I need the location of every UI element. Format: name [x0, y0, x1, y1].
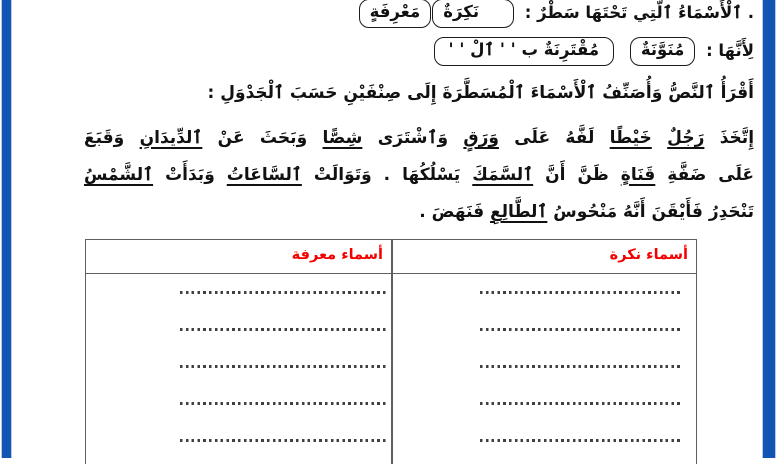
- dotted-answer-line[interactable]: [480, 439, 682, 442]
- underlined-noun: رَجُلٌ: [667, 128, 705, 148]
- passage-line-3: تَنْحَدِرُ فَأَيْقَنَ أَنَّهُ مَنْحُوسُ ٱلطَّالِعِ فَنَهَضَ .: [419, 202, 754, 222]
- dotted-answer-line[interactable]: [180, 402, 386, 405]
- box-nakira: نَكِرَةٌ: [432, 0, 514, 28]
- answer-line-2: [84, 34, 754, 68]
- worksheet-content: [84, 0, 754, 464]
- box-maarifa: مَعْرِفَةٍ: [359, 0, 432, 28]
- underlined-noun: خَيْطًا: [609, 128, 652, 148]
- dotted-answer-line[interactable]: [480, 328, 682, 331]
- page-border-left: [2, 0, 11, 458]
- dotted-answer-line[interactable]: [180, 328, 386, 331]
- table-body-row: [86, 274, 696, 464]
- maarifa-answers-cell: [86, 274, 391, 464]
- page-border-right: [763, 0, 775, 458]
- underlined-noun: قَنَاةٍ: [620, 165, 656, 185]
- reading-passage: [84, 120, 754, 231]
- underlined-noun: شِصًّا: [322, 128, 363, 148]
- dotted-answer-line[interactable]: [480, 291, 682, 294]
- answer-line-2-text: لِأَنَّهَا :: [706, 41, 754, 60]
- dotted-answer-line[interactable]: [480, 365, 682, 368]
- underlined-noun: ٱلطَّالِعِ: [490, 202, 548, 222]
- table-header-row: [86, 240, 696, 274]
- exercise-instruction: أَقْرَأُ ٱلنَّصُّ وَأُصَنِّفُ ٱلْأَسْمَاءَ ٱلْمُسَطَّرَةَ إِلَى صِنْفَيْنِ حَسَبَ ٱلْجَدْوَلِ :: [207, 83, 754, 103]
- passage-line-1: إِتَّخَذَ رَجُلٌ خَيْطًا لَفَّهُ عَلَى وَرَقٍ وَٱشْتَرَى شِصًّا وَبَحَثَ عَنْ ٱلدِّيدَانِ وَقَبَعَ: [84, 128, 755, 148]
- underlined-noun: ٱلسَّمَكَ: [472, 165, 534, 185]
- underlined-noun: ٱلسَّاعَاتُ: [226, 165, 302, 185]
- box-muqtarina: مُقْتَرِنَةٌ ب ' ' ٱلْ ' ': [434, 37, 615, 66]
- dotted-answer-line[interactable]: [180, 365, 386, 368]
- answer-line-1: [84, 0, 754, 30]
- classification-table: [85, 239, 697, 464]
- underlined-noun: ٱلدِّيدَانِ: [139, 128, 203, 148]
- underlined-noun: ٱلشَّمْسُ: [84, 165, 154, 185]
- answer-line-1-text: . ٱلْأَسْمَاءُ ٱلَّتِي تَحْتَهَا سَطْرٌ :: [524, 3, 754, 22]
- underlined-noun: وَرَقٍ: [463, 128, 499, 148]
- dotted-answer-line[interactable]: [180, 439, 386, 442]
- box-munawwana: مُنَوَّنَةٌ: [630, 37, 696, 66]
- dotted-answer-line[interactable]: [180, 291, 386, 294]
- table-header-maarifa: أسماء معرفة: [291, 247, 383, 263]
- nakira-answers-cell: [391, 274, 696, 464]
- passage-line-2: عَلَى ضَفَّةِ قَنَاةٍ ظَنَّ أَنَّ ٱلسَّمَكَ يَسْلُكُهَا . وَتَوَالَتْ ٱلسَّاعَاتُ وَبَدَأَتْ ٱلشَّمْسُ: [84, 165, 755, 185]
- dotted-answer-line[interactable]: [480, 402, 682, 405]
- table-header-nakira: أسماء نكرة: [391, 240, 696, 273]
